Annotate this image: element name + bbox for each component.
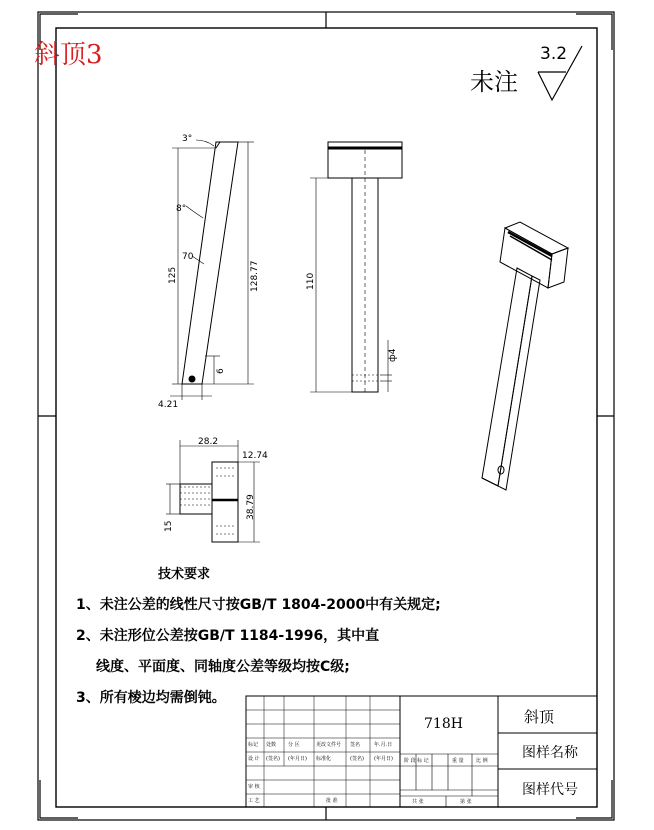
- drawing-name-label: 图样名称: [522, 745, 578, 761]
- tb-label: 批 准: [326, 798, 338, 804]
- dim-angle-mid: 8°: [176, 204, 187, 214]
- tb-label: 处数: [266, 742, 277, 748]
- part-name: 斜顶: [524, 708, 555, 726]
- title-block-left-grid: [246, 696, 400, 807]
- requirement-line: 2、未注形位公差按GB/T 1184-1996，其中直: [76, 628, 380, 644]
- tb-label: (签名): [350, 756, 364, 762]
- tb-label: 更改文件号: [316, 742, 342, 748]
- dim-15: 15: [164, 520, 174, 532]
- requirement-line: 线度、平面度、同轴度公差等级均按C级;: [96, 659, 350, 675]
- dim-4-21: 4.21: [158, 400, 179, 410]
- tb-label: 设 计: [248, 756, 260, 762]
- isometric-view: [482, 222, 568, 490]
- tb-label: 审 核: [248, 784, 260, 790]
- dim-12-74: 12.74: [242, 451, 268, 461]
- dim-6: 6: [216, 368, 226, 374]
- dim-phi4: ф4: [388, 348, 398, 362]
- tb-label: 分 区: [288, 742, 300, 748]
- tb-label: 第 张: [460, 799, 472, 805]
- tb-label: 标记: [248, 742, 259, 748]
- roughness-label: 未注: [470, 68, 518, 96]
- tb-label: 工 艺: [248, 798, 260, 804]
- tb-label: 签名: [350, 742, 361, 748]
- tb-label: 比 例: [476, 758, 488, 764]
- requirement-line: 3、所有棱边均需倒钝。: [76, 690, 226, 706]
- dim-28-2: 28.2: [198, 437, 219, 447]
- requirement-line: 1、未注公差的线性尺寸按GB/T 1804-2000中有关规定;: [76, 597, 441, 613]
- side-view: [170, 140, 254, 400]
- tb-label: 阶 段 标 记: [404, 758, 429, 764]
- tb-label: (签名): [266, 756, 280, 762]
- drawing-code-label: 图样代号: [522, 782, 578, 798]
- drawing-title: 斜顶3: [34, 40, 103, 70]
- tb-label: 年.月.日: [374, 742, 393, 748]
- tb-label: (年月日): [288, 756, 307, 762]
- dim-70: 70: [182, 252, 194, 262]
- dim-38-79: 38.79: [246, 494, 256, 520]
- roughness-value: 3.2: [540, 44, 568, 64]
- tb-label: 共 张: [412, 799, 424, 805]
- tb-label: 重 量: [452, 758, 464, 764]
- dim-angle-top: 3°: [182, 134, 193, 144]
- dim-110: 110: [306, 272, 316, 290]
- tb-label: (年月日): [374, 756, 393, 762]
- tb-label: 标准化: [316, 756, 332, 762]
- requirements-title: 技术要求: [158, 567, 211, 582]
- dim-128-77: 128.77: [250, 260, 260, 292]
- dim-125: 125: [168, 266, 178, 284]
- material-value: 718H: [424, 716, 463, 732]
